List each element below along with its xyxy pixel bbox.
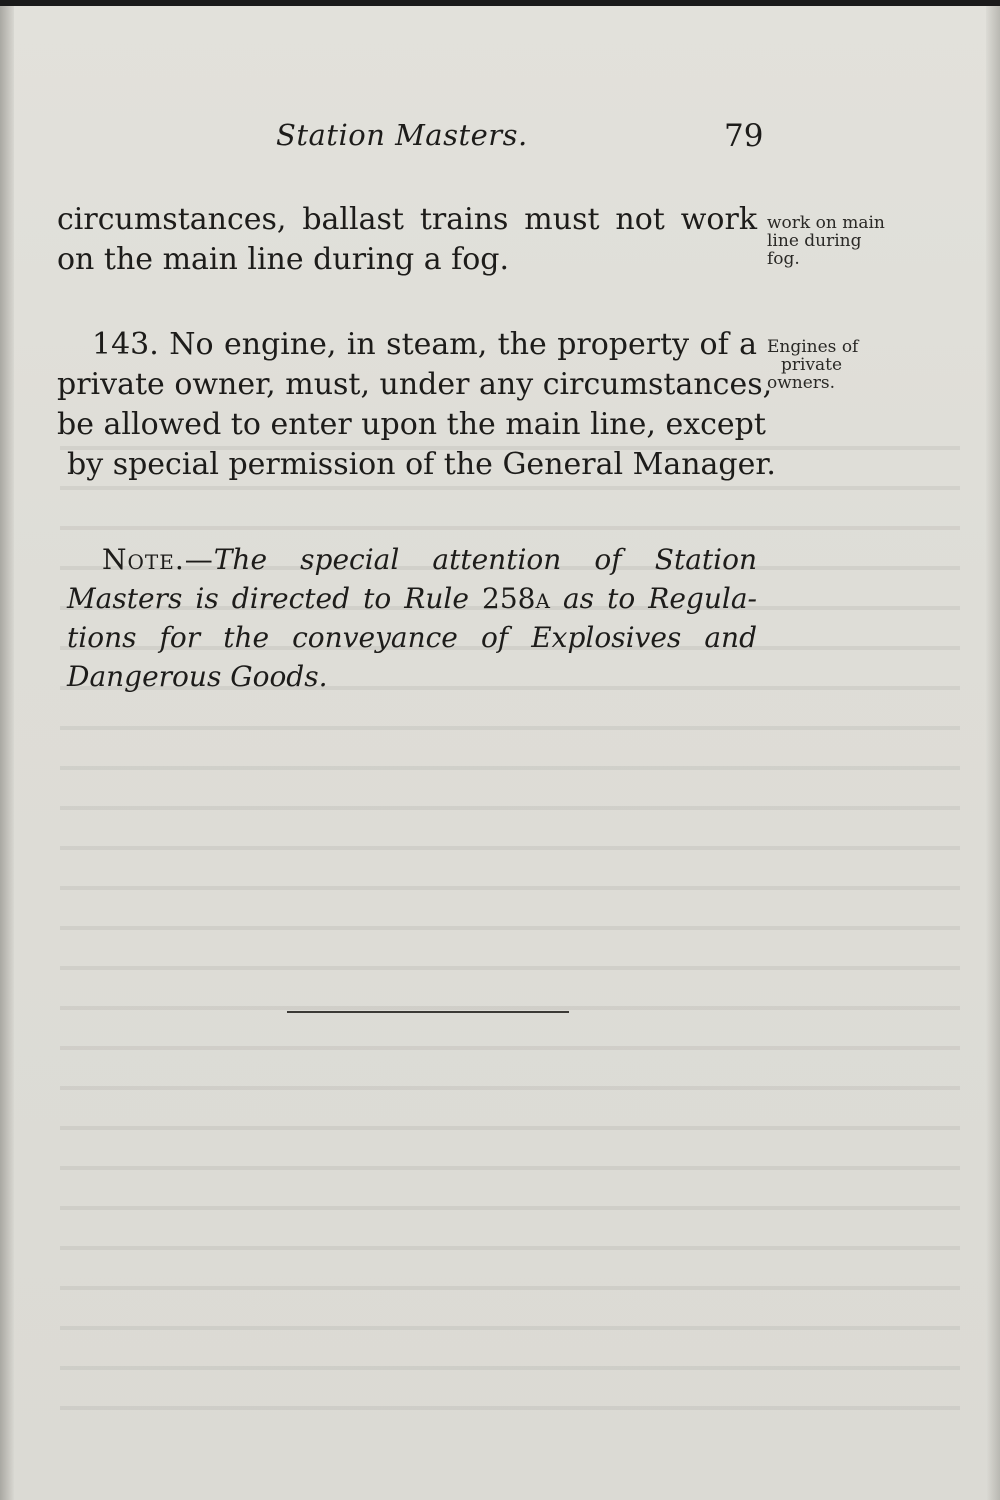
margin-note-line: line during bbox=[767, 231, 862, 251]
margin-note-line: Engines of bbox=[767, 337, 859, 357]
text-line: 143. No engine, in steam, the property of a bbox=[92, 327, 757, 362]
text-line: be allowed to enter upon the main line, except bbox=[57, 407, 766, 442]
text-line: private owner, must, under any circumstances, bbox=[57, 367, 773, 402]
text-line: circumstances, ballast trains must not work bbox=[57, 202, 757, 237]
margin-note-fog bbox=[767, 214, 927, 268]
rule-number: 258 bbox=[482, 582, 536, 615]
text-line: on the main line during a fog. bbox=[57, 242, 510, 277]
margin-note-line: private bbox=[781, 355, 843, 375]
note-text: as to Regula- bbox=[549, 582, 758, 615]
section-divider bbox=[287, 1011, 569, 1013]
paragraph-rule-143 bbox=[57, 325, 776, 485]
margin-note-line: fog. bbox=[767, 249, 800, 269]
paragraph-fog-rule bbox=[57, 200, 757, 280]
margin-note-line: work on main bbox=[767, 213, 885, 233]
running-header: Station Masters. bbox=[276, 118, 528, 152]
note-line bbox=[67, 540, 757, 579]
page-edge-shadow bbox=[986, 6, 1000, 1500]
margin-note-engines bbox=[767, 338, 927, 392]
note-text: Masters is directed to Rule bbox=[67, 582, 482, 615]
note-line: Dangerous Goods. bbox=[67, 660, 328, 693]
note-line bbox=[67, 579, 757, 618]
explosives-note bbox=[67, 540, 757, 696]
note-text: The special attention of Station bbox=[213, 543, 757, 576]
text-line: by special permission of the General Manager. bbox=[67, 447, 776, 482]
page-number: 79 bbox=[724, 118, 764, 154]
page-gutter-shadow bbox=[0, 6, 14, 1500]
note-line: tions for the conveyance of Explosives and bbox=[67, 621, 757, 654]
margin-note-line: owners. bbox=[767, 373, 836, 393]
rule-suffix: a bbox=[535, 582, 550, 615]
note-label: Note.— bbox=[102, 543, 214, 576]
